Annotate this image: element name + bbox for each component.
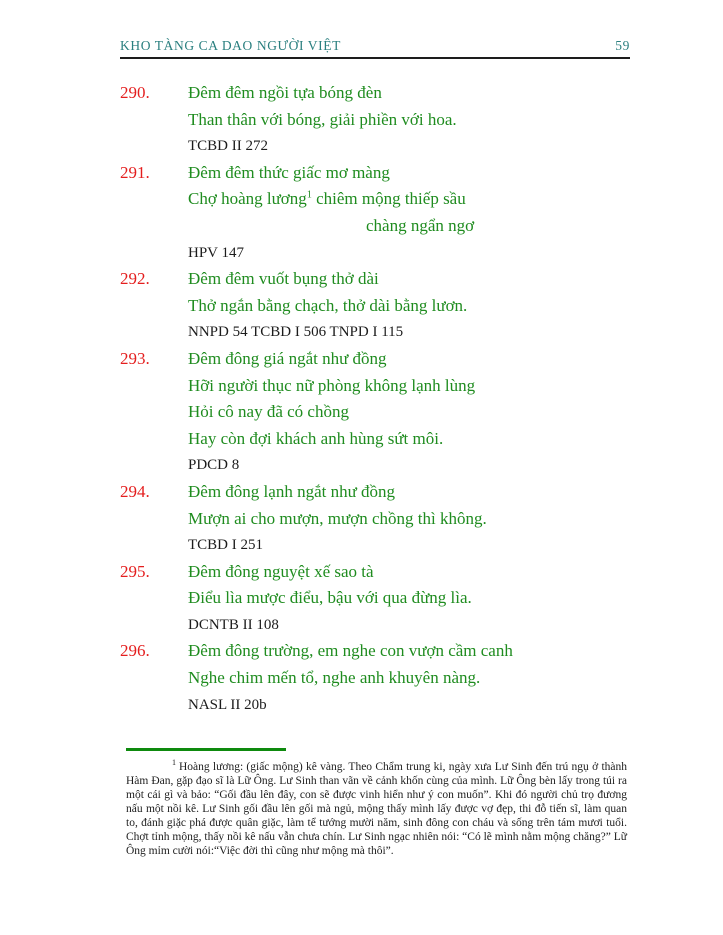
verse-line [185,559,630,586]
running-title: KHO TÀNG CA DAO NGƯỜI VIỆT [120,38,341,53]
verse-text: chiêm mộng thiếp sầu [311,189,466,209]
verse-text: Nghe chim mến tổ, nghe anh khuyên nàng. [188,668,481,688]
verse-text: Than thân với bóng, giải phiền với hoa. [188,109,457,129]
verse-line [185,373,630,400]
verse-line [185,266,630,293]
verse-line [185,213,630,240]
entry-body [185,638,630,718]
entry-body [185,266,630,346]
citation: NNPD 54 TCBD I 506 TNPD I 115 [188,324,404,341]
verse-text: Đêm đêm vuốt bụng thở dài [188,269,379,289]
citation: HPV 147 [188,244,244,261]
citation: DCNTB II 108 [188,616,279,633]
entry-number: 290. [120,83,150,102]
verse-text: Đêm đông lạnh ngắt như đồng [188,481,396,501]
verse-line [185,80,630,107]
entry-294 [120,479,630,559]
verse-line [185,638,630,665]
verse-line [185,506,630,533]
verse-line [185,399,630,426]
footnote-text: Hoàng lương: (giấc mộng) kê vàng. Theo Chẩm trung ki, ngày xưa Lư Sinh đến trú ngụ ở thành Hàm Đan, gặp đạo sĩ là Lữ Ông. Lư Sinh than vãn về cảnh khốn cùng của mình. Lữ Ông bèn lấy trong túi ra một cái gì và bảo: “Gối đầu lên đây, con sẽ được vinh hiển như ý con muốn”. Khi đó người chủ trọ đương nấu một nồi kê. Lư Sinh gối đầu lên gối mà ngủ, mộng thấy mình lấy được vợ đẹp, thi đỗ tiến sĩ, làm quan to, đánh giặc phá được quân giặc, làm tể tướng mười năm, sinh đông con cháu và sống trên tám mươi tuổi. Chợt tỉnh mộng, thấy nồi kê nấu vẫn chưa chín. Lư Sinh ngạc nhiên nói: “Có lẽ mình nằm mộng chăng?” Lữ Ông mỉm cười nói:“Việc đời thì cũng như mộng mà thôi”. [126,761,627,857]
entry-body [185,479,630,559]
verse-text: chàng ngẩn ngơ [366,215,475,235]
footnote-reference: 1 [306,189,312,201]
entry-number: 292. [120,269,150,289]
entry-293 [120,346,630,479]
verse-text: Hỡi người thục nữ phòng không lạnh lùng [188,375,476,395]
verse-text: Hỏi cô nay đã có chồng [188,402,349,422]
entry-number: 296. [120,641,150,661]
citation: NASL II 20b [188,696,267,713]
verse-text: Hay còn đợi khách anh hùng sứt môi. [188,428,444,448]
verse-line [185,665,630,692]
verse-line [185,293,630,320]
verse-text: Thở ngắn bằng chạch, thở dài bằng lươn. [188,295,468,315]
verse-text: Đêm đông giá ngắt như đồng [188,348,387,368]
verse-text: Đêm đêm thức giấc mơ màng [188,162,390,182]
entry-290 [120,80,630,160]
header-rule [120,57,630,59]
entry-291 [120,160,630,266]
entry-body [185,80,630,160]
verse-line [185,585,630,612]
page-header [120,38,630,54]
verse-text: Đêm đông trường, em nghe con vượn cầm canh [188,641,513,661]
verse-text: Đêm đêm ngồi tựa bóng đèn [188,83,382,102]
citation: PDCD 8 [188,457,240,474]
citation: TCBD II 272 [188,138,268,155]
verse-text: Đêm đông nguyệt xế sao tà [188,561,374,581]
entry-body [185,346,630,479]
footnote-separator-rule [126,748,286,751]
entries [120,80,630,718]
verse-line [185,479,630,506]
entry-number: 293. [120,348,150,368]
verse-line [185,160,630,187]
entry-number: 295. [120,561,150,581]
entry-number: 291. [120,162,150,182]
entry-296 [120,638,630,718]
page-number: 59 [615,38,630,53]
entry-292 [120,266,630,346]
entry-295 [120,559,630,639]
entry-body [185,160,630,266]
verse-text: Điểu lìa mược điểu, bậu với qua đừng lìa. [188,588,472,608]
footnote [126,758,627,858]
entry-body [185,559,630,639]
verse-text: Mượn ai cho mượn, mượn chồng thì không. [188,508,487,528]
verse-line [185,346,630,373]
entry-number: 294. [120,481,150,501]
citation: TCBD I 251 [188,537,263,554]
footnote-marker: 1 [172,758,176,768]
verse-line [185,186,630,213]
verse-line [185,426,630,453]
verse-line [185,107,630,134]
verse-text: Chợ hoàng lương [188,189,307,209]
